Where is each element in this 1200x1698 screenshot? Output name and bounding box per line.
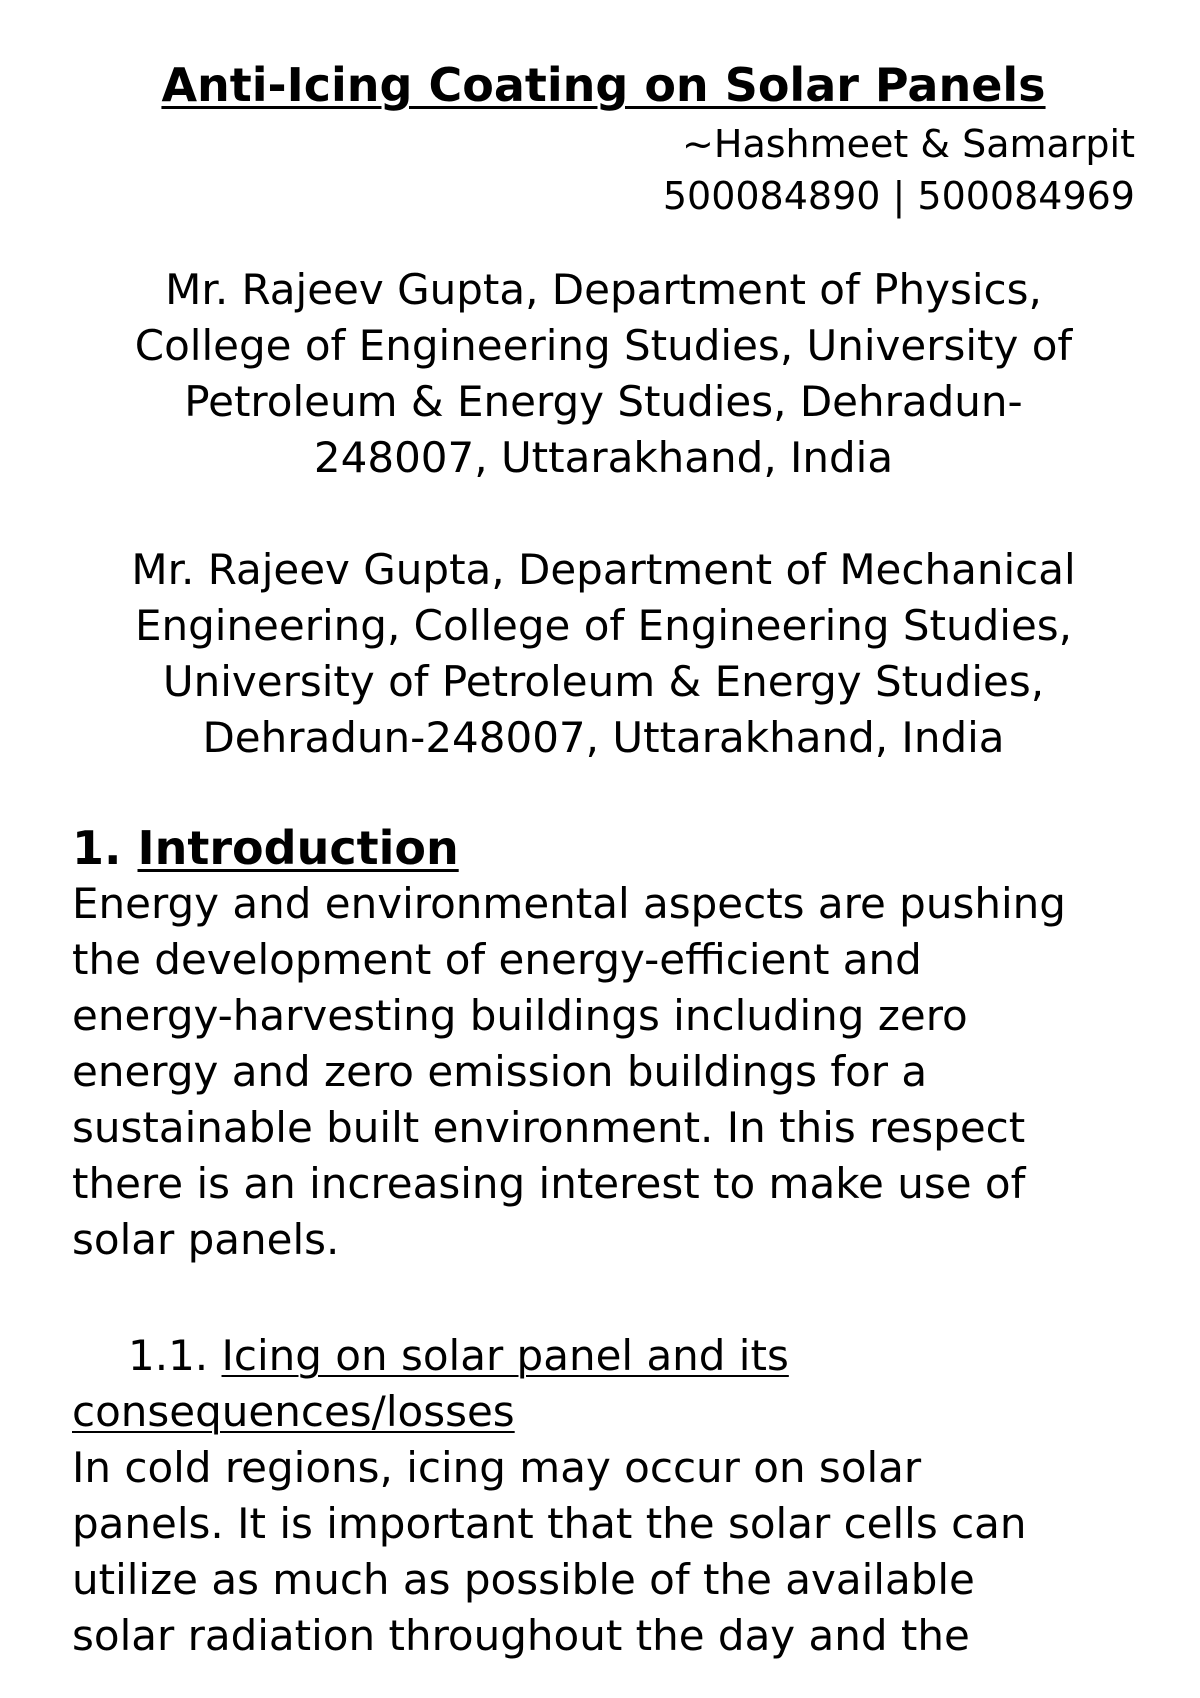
paragraph-line: solar panels.: [72, 1215, 340, 1264]
introduction-paragraph: [72, 876, 1135, 1268]
paragraph-line: there is an increasing interest to make use of: [72, 1159, 1026, 1208]
affiliation-line: University of Petroleum & Energy Studies,: [162, 657, 1045, 706]
paragraph-line: sustainable built environment. In this respect: [72, 1103, 1026, 1152]
section-number: 1.: [72, 821, 122, 875]
author-ids: 500084890 | 500084969: [662, 174, 1135, 218]
document-title: Anti-Icing Coating on Solar Panels: [161, 58, 1046, 112]
subsection-heading-icing: [72, 1328, 789, 1440]
subsection-title-line-2: consequences/losses: [72, 1387, 515, 1436]
paragraph-line: utilize as much as possible of the available: [72, 1555, 975, 1604]
subsection-title-line-1: Icing on solar panel and its: [221, 1331, 789, 1380]
paragraph-line: energy and zero emission buildings for a: [72, 1047, 928, 1096]
subsection-number: 1.1.: [128, 1331, 209, 1380]
affiliation-line: Dehradun-248007, Uttarakhand, India: [202, 713, 1005, 762]
affiliation-line: Mr. Rajeev Gupta, Department of Physics,: [165, 265, 1042, 314]
affiliation-2: [72, 542, 1135, 766]
section-heading-introduction: [72, 820, 459, 876]
affiliation-line: 248007, Uttarakhand, India: [313, 433, 894, 482]
paragraph-line: panels. It is important that the solar cells can: [72, 1499, 1027, 1548]
affiliation-line: College of Engineering Studies, University of: [134, 321, 1073, 370]
paragraph-line: the development of energy-efficient and: [72, 935, 922, 984]
affiliation-line: Engineering, College of Engineering Studies,: [134, 601, 1073, 650]
icing-paragraph: [72, 1440, 1135, 1664]
paragraph-line: In cold regions, icing may occur on solar: [72, 1443, 922, 1492]
paragraph-line: solar radiation throughout the day and the: [72, 1611, 970, 1660]
affiliation-line: Petroleum & Energy Studies, Dehradun-: [184, 377, 1023, 426]
author-block: [663, 118, 1135, 222]
section-title: Introduction: [137, 821, 459, 875]
affiliation-line: Mr. Rajeev Gupta, Department of Mechanical: [131, 545, 1076, 594]
paragraph-line: Energy and environmental aspects are pushing: [72, 879, 1066, 928]
author-names: ~Hashmeet & Samarpit: [682, 122, 1135, 166]
affiliation-1: [72, 262, 1135, 486]
paragraph-line: energy-harvesting buildings including zero: [72, 991, 968, 1040]
